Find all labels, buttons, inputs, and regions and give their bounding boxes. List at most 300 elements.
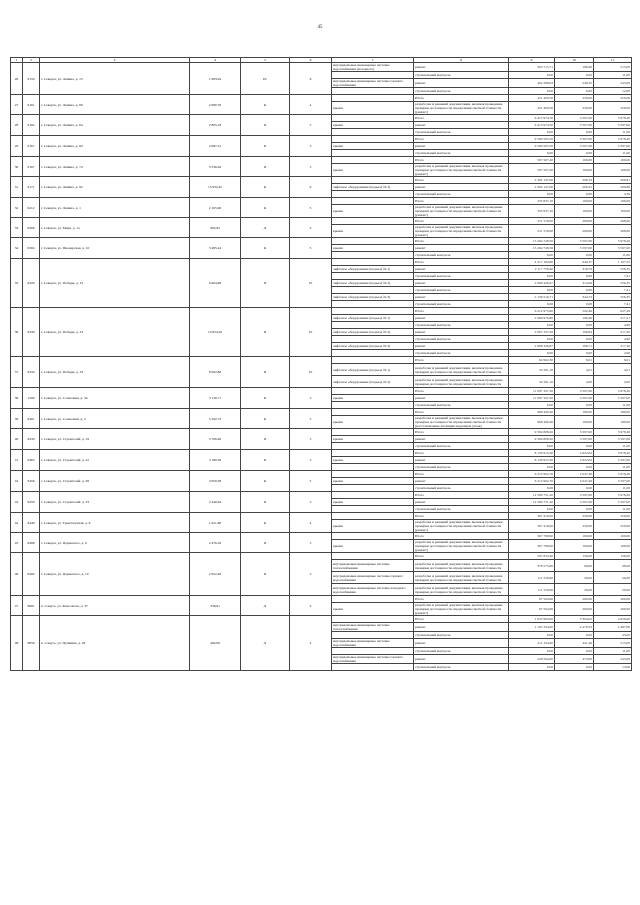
- area-cell: 3 706,40: [190, 429, 241, 450]
- limit-cost-cell: 3 978,20: [594, 450, 632, 457]
- material-cell: К: [241, 513, 290, 533]
- address-cell: г. Северск, ул. Победы, д. 33: [40, 357, 190, 388]
- house-id: 6465: [23, 450, 40, 471]
- unit-cost-cell: 2 622,62: [555, 457, 594, 464]
- unit-cost-cell: 3 597,00: [555, 429, 594, 436]
- work-kind-cell: строительный контроль: [414, 88, 509, 95]
- work-type-cell: внутридомовые инженерные системы горячего водоснабжения: [332, 572, 414, 584]
- material-cell: П: [241, 553, 290, 596]
- limit-cost-cell: 11,00: [594, 506, 632, 513]
- floors-cell: 2: [290, 616, 332, 671]
- work-type-cell: [332, 252, 414, 259]
- limit-cost-cell: 543,00: [594, 655, 632, 664]
- unit-cost-cell: 0,00: [555, 464, 594, 471]
- house-id: 6162: [23, 115, 40, 136]
- unit-cost-cell: 314,06: [555, 280, 594, 287]
- work-type-cell: крыша: [332, 122, 414, 129]
- cost-cell: 32 261,10: [509, 364, 555, 376]
- work-type-cell: [332, 287, 414, 294]
- cost-cell: 32 261,10: [509, 376, 555, 388]
- unit-cost-cell: 0,00: [555, 443, 594, 450]
- cost-cell: 2 362 147,00: [509, 177, 555, 184]
- row-number: 47: [11, 596, 23, 616]
- address-cell: г. Северск, ул. Ленина, д. 15: [40, 63, 190, 95]
- header-cell: 7: [332, 58, 414, 63]
- limit-cost-cell: 7,41: [594, 301, 632, 308]
- area-cell: 1 621,80: [190, 513, 241, 533]
- cost-cell: 12 390 751,20: [509, 499, 555, 506]
- cost-cell: 6,00: [509, 336, 555, 343]
- work-kind-cell: строительный контроль: [414, 322, 509, 329]
- limit-cost-cell: 1 167,55: [594, 259, 632, 266]
- work-kind-cell: ремонт: [414, 329, 509, 336]
- header-cell: 5: [241, 58, 290, 63]
- limit-cost-cell: 217,20: [594, 329, 632, 336]
- row-number: 33: [11, 218, 23, 238]
- material-cell: К: [241, 136, 290, 157]
- header-cell: 11: [594, 58, 632, 63]
- work-type-cell: [332, 471, 414, 478]
- unit-cost-cell: 29,00: [555, 572, 594, 584]
- work-kind-cell: Итого: [414, 95, 509, 102]
- unit-cost-cell: 4,00: [555, 376, 594, 388]
- work-kind-cell: ремонт: [414, 478, 509, 485]
- address-cell: г. Северск, ул. Победы, д. 23: [40, 308, 190, 357]
- unit-cost-cell: 180,00: [555, 416, 594, 429]
- material-cell: Д: [241, 218, 290, 238]
- header-cell: 9: [509, 58, 555, 63]
- header-cell: 8: [414, 58, 509, 63]
- cost-cell: 12 390 751,20: [509, 492, 555, 499]
- work-type-cell: лифтовое оборудование (подъезд № 1): [332, 315, 414, 322]
- cost-cell: 6,00: [509, 252, 555, 259]
- cost-cell: 87 594,60: [509, 603, 555, 616]
- house-id: 6334: [23, 357, 40, 388]
- area-cell: 2 165,90: [190, 198, 241, 218]
- unit-cost-cell: 196,84: [555, 329, 594, 336]
- floors-cell: 5: [290, 471, 332, 492]
- table-row: [11, 95, 632, 102]
- work-kind-cell: Итого: [414, 357, 509, 364]
- unit-cost-cell: 0,00: [555, 336, 594, 343]
- work-type-cell: [332, 157, 414, 164]
- unit-cost-cell: 344,72: [555, 294, 594, 301]
- limit-cost-cell: 3 978,20: [594, 471, 632, 478]
- unit-cost-cell: 4,01: [555, 364, 594, 376]
- house-id: 6488: [23, 533, 40, 553]
- row-number: 41: [11, 450, 23, 471]
- work-kind-cell: ремонт: [414, 294, 509, 301]
- work-type-cell: лифтовое оборудование (подъезд № 1): [332, 364, 414, 376]
- cost-cell: 367 798,90: [509, 533, 555, 540]
- address-cell: г. Северск, ул. Ленина, д. 92: [40, 177, 190, 198]
- work-type-cell: крыша: [332, 603, 414, 616]
- cost-cell: 228 594,00: [509, 655, 555, 664]
- cost-cell: 6,00: [509, 88, 555, 95]
- area-cell: 482,00: [190, 616, 241, 671]
- cost-cell: 451 409,50: [509, 102, 555, 115]
- work-type-cell: крыша: [332, 164, 414, 177]
- area-cell: 3 440,64: [190, 492, 241, 513]
- work-kind-cell: Итого: [414, 553, 509, 560]
- work-kind-cell: ремонт: [414, 280, 509, 287]
- work-kind-cell: Итого: [414, 596, 509, 603]
- work-kind-cell: Итого: [414, 471, 509, 478]
- page-number: 45: [317, 25, 323, 30]
- work-type-cell: внутридомовые инженерные системы горячего водоснабжения: [332, 79, 414, 88]
- work-type-cell: [332, 409, 414, 416]
- table-row: [11, 492, 632, 499]
- work-type-cell: [332, 150, 414, 157]
- area-cell: 8 062,80: [190, 357, 241, 388]
- work-type-cell: крыша: [332, 478, 414, 485]
- limit-cost-cell: 3 597,00: [594, 245, 632, 252]
- cost-cell: 2 067 337,28: [509, 329, 555, 336]
- table-row: [11, 308, 632, 315]
- house-id: 6430: [23, 429, 40, 450]
- material-cell: П: [241, 533, 290, 553]
- limit-cost-cell: 169,00: [594, 164, 632, 177]
- work-kind-cell: разработка и решений документации, включая проведение проверки достоверности определения сметной стоимости (ремонт): [414, 225, 509, 238]
- row-number: 28: [11, 115, 23, 136]
- work-type-cell: крыша: [332, 395, 414, 402]
- cost-cell: 6,00: [509, 129, 555, 136]
- unit-cost-cell: 3 597,00: [555, 499, 594, 506]
- work-type-cell: [332, 115, 414, 122]
- unit-cost-cell: 169,00: [555, 157, 594, 164]
- material-cell: К: [241, 95, 290, 115]
- table-row: [11, 238, 632, 245]
- area-cell: 3 485,44: [190, 238, 241, 259]
- limit-cost-cell: 156,00: [594, 553, 632, 560]
- limit-cost-cell: 29,00: [594, 572, 632, 584]
- unit-cost-cell: 3 394,02: [555, 616, 594, 623]
- work-type-cell: [332, 492, 414, 499]
- address-cell: г. Северск, ул. Царевского, д. 10: [40, 553, 190, 596]
- limit-cost-cell: 268,00: [594, 225, 632, 238]
- cost-cell: 402 288,63: [509, 79, 555, 88]
- row-number: 36: [11, 308, 23, 357]
- address-cell: г. Северск, ул. Ленина, д. 1: [40, 198, 190, 218]
- table-row: [11, 596, 632, 603]
- work-kind-cell: разработка и решений документации, включая проведение проверки достоверности определения сметной стоимости (ремонт): [414, 520, 509, 533]
- work-kind-cell: ремонт: [414, 122, 509, 129]
- limit-cost-cell: 3 978,20: [594, 388, 632, 395]
- limit-cost-cell: 3 597,00: [594, 122, 632, 129]
- table-row: [11, 429, 632, 436]
- area-cell: 895,92: [190, 218, 241, 238]
- work-type-cell: внутридомовые инженерные системы теплоснабжения: [332, 560, 414, 572]
- cost-cell: 367 419,00: [509, 513, 555, 520]
- cost-cell: 6,00: [509, 273, 555, 280]
- limit-cost-cell: 259,00: [594, 513, 632, 520]
- house-id: 1599: [23, 388, 40, 409]
- unit-cost-cell: 196,71: [555, 343, 594, 350]
- work-type-cell: внутридомовые инженерные системы водоснабжения: [332, 639, 414, 648]
- house-id: 6320: [23, 259, 40, 308]
- cost-cell: 367 419,00: [509, 520, 555, 533]
- limit-cost-cell: 259,00: [594, 102, 632, 115]
- material-cell: П: [241, 492, 290, 513]
- unit-cost-cell: 3 597,00: [555, 245, 594, 252]
- work-kind-cell: Итого: [414, 388, 509, 395]
- table-row: [11, 409, 632, 416]
- address-cell: п. Самусь, ул. Комсомола, д. 37: [40, 596, 190, 616]
- work-type-cell: внутридомовые инженерные системы холодного водоснабжения: [332, 584, 414, 596]
- cost-cell: 968 490,40: [509, 409, 555, 416]
- work-type-cell: [332, 513, 414, 520]
- cost-cell: 6,00: [509, 191, 555, 198]
- table-row: [11, 513, 632, 520]
- address-cell: г. Северск, ул. Строителей, д. 22: [40, 450, 190, 471]
- work-kind-cell: Итого: [414, 259, 509, 266]
- limit-cost-cell: 11,00: [594, 443, 632, 450]
- work-type-cell: крыша: [332, 436, 414, 443]
- limit-cost-cell: 43,00: [594, 632, 632, 639]
- cost-cell: 8 130 915,30: [509, 450, 555, 457]
- address-cell: г. Северск, ул. Ленина, д. 84: [40, 136, 190, 157]
- unit-cost-cell: 2 047,49: [555, 478, 594, 485]
- work-type-cell: крыша: [332, 520, 414, 533]
- cost-cell: 6,00: [509, 664, 555, 671]
- material-cell: К: [241, 198, 290, 218]
- cost-cell: 597 567,40: [509, 157, 555, 164]
- work-type-cell: [332, 443, 414, 450]
- limit-cost-cell: 29,00: [594, 584, 632, 596]
- work-kind-cell: ремонт: [414, 457, 509, 464]
- work-kind-cell: разработка и решений документации, включая проведение проверки достоверности определения сметной стоимости (восстановление изоляции чердачных узлов): [414, 416, 509, 429]
- work-kind-cell: ремонт: [414, 184, 509, 191]
- area-cell: 3 180,56: [190, 450, 241, 471]
- work-kind-cell: ремонт: [414, 245, 509, 252]
- unit-cost-cell: 3 597,00: [555, 492, 594, 499]
- cost-cell: 6,00: [509, 485, 555, 492]
- work-type-cell: [332, 464, 414, 471]
- work-type-cell: [332, 533, 414, 540]
- unit-cost-cell: 169,00: [555, 540, 594, 553]
- table-row: [11, 177, 632, 184]
- work-kind-cell: строительный контроль: [414, 336, 509, 343]
- limit-cost-cell: 169,00: [594, 533, 632, 540]
- limit-cost-cell: 3 597,00: [594, 436, 632, 443]
- unit-cost-cell: 8,01: [555, 357, 594, 364]
- work-type-cell: [332, 177, 414, 184]
- work-kind-cell: строительный контроль: [414, 664, 509, 671]
- cost-cell: 1 195 334,00: [509, 623, 555, 632]
- work-type-cell: [332, 136, 414, 143]
- row-number: 42: [11, 471, 23, 492]
- row-number: 32: [11, 198, 23, 218]
- material-cell: К: [241, 238, 290, 259]
- unit-cost-cell: 0,00: [555, 485, 594, 492]
- work-kind-cell: разработка и решений документации, включая проведение проверки достоверности определения сметной стоимости: [414, 584, 509, 596]
- work-type-cell: лифтовое оборудование (подъезд № 3): [332, 184, 414, 191]
- work-kind-cell: ремонт: [414, 63, 509, 72]
- limit-cost-cell: 12,00: [594, 88, 632, 95]
- unit-cost-cell: 0,00: [555, 301, 594, 308]
- limit-cost-cell: 11,00: [594, 129, 632, 136]
- house-id: 6212: [23, 198, 40, 218]
- work-kind-cell: Итого: [414, 450, 509, 457]
- row-number: 34: [11, 238, 23, 259]
- work-type-cell: лифтовое оборудование (подъезд № 2): [332, 329, 414, 336]
- limit-cost-cell: 209,86: [594, 184, 632, 191]
- work-type-cell: [332, 485, 414, 492]
- header-cell: 2: [23, 58, 40, 63]
- cost-cell: 6,00: [509, 150, 555, 157]
- unit-cost-cell: 259,00: [555, 102, 594, 115]
- row-number: 29: [11, 136, 23, 157]
- cost-cell: 9 569 505,50: [509, 136, 555, 143]
- limit-cost-cell: 11,00: [594, 464, 632, 471]
- limit-cost-cell: 4,01: [594, 364, 632, 376]
- limit-cost-cell: 3 597,00: [594, 457, 632, 464]
- unit-cost-cell: 259,00: [555, 520, 594, 533]
- work-kind-cell: ремонт: [414, 436, 509, 443]
- material-cell: П: [241, 259, 290, 308]
- address-cell: г. Северск, ул. Солнечная, д. 34: [40, 388, 190, 409]
- work-type-cell: [332, 616, 414, 623]
- cost-cell: 6 212 902,76: [509, 478, 555, 485]
- cost-cell: 9 569 505,50: [509, 143, 555, 150]
- table-row: [11, 553, 632, 560]
- cost-cell: 6 212 975,60: [509, 308, 555, 315]
- work-type-cell: [332, 129, 414, 136]
- work-type-cell: крыша: [332, 143, 414, 150]
- work-kind-cell: Итого: [414, 115, 509, 122]
- limit-cost-cell: 259,00: [594, 520, 632, 533]
- work-kind-cell: ремонт: [414, 143, 509, 150]
- unit-cost-cell: 260,00: [555, 596, 594, 603]
- area-cell: 1 683,94: [190, 63, 241, 95]
- work-kind-cell: Итого: [414, 429, 509, 436]
- limit-cost-cell: 3 978,20: [594, 429, 632, 436]
- floors-cell: 2: [290, 596, 332, 616]
- work-type-cell: [332, 506, 414, 513]
- work-type-cell: лифтовое оборудование (подъезд № 2): [332, 280, 414, 287]
- unit-cost-cell: 0,00: [555, 150, 594, 157]
- work-kind-cell: строительный контроль: [414, 506, 509, 513]
- work-kind-cell: разработка и решений документации, включая проведение проверки достоверности определения сметной стоимости: [414, 376, 509, 388]
- cost-cell: 6,00: [509, 322, 555, 329]
- material-cell: К: [241, 409, 290, 429]
- work-kind-cell: Итого: [414, 492, 509, 499]
- work-type-cell: крыша: [332, 245, 414, 252]
- work-type-cell: крыша: [332, 225, 414, 238]
- limit-cost-cell: 556,35: [594, 280, 632, 287]
- floors-cell: 2: [290, 218, 332, 238]
- unit-cost-cell: 3 597,00: [555, 388, 594, 395]
- area-cell: 3 536,64: [190, 157, 241, 177]
- cost-cell: 367 798,90: [509, 540, 555, 553]
- work-kind-cell: разработка и решений документации, включая проведение проверки достоверности определения сметной стоимости (ремонт): [414, 540, 509, 553]
- cost-cell: 9 584 808,20: [509, 429, 555, 436]
- work-type-cell: лифтовое оборудование (подъезд № 1): [332, 266, 414, 273]
- cost-cell: 6,00: [509, 443, 555, 450]
- area-cell: 6 664,98: [190, 259, 241, 308]
- unit-cost-cell: 98,00: [555, 560, 594, 572]
- limit-cost-cell: 13,00: [594, 664, 632, 671]
- limit-cost-cell: 169,00: [594, 205, 632, 218]
- table-row: [11, 357, 632, 364]
- table-row: [11, 471, 632, 478]
- unit-cost-cell: 0,00: [555, 664, 594, 671]
- row-number: 30: [11, 157, 23, 177]
- work-kind-cell: строительный контроль: [414, 287, 509, 294]
- floors-cell: 10: [290, 259, 332, 308]
- address-cell: г. Северск, ул. Мира, д. 1а: [40, 218, 190, 238]
- work-kind-cell: строительный контроль: [414, 402, 509, 409]
- cost-cell: 335 837,10: [509, 205, 555, 218]
- work-type-cell: [332, 648, 414, 655]
- address-cell: г. Северск, ул. Солнечная, д. 2: [40, 409, 190, 429]
- address-cell: г. Северск, ул. Строителей, д. 19: [40, 429, 190, 450]
- work-kind-cell: разработка и решений документации, включая проведение проверки достоверности определения сметной стоимости: [414, 364, 509, 376]
- area-cell: 3 050,58: [190, 471, 241, 492]
- work-kind-cell: разработка и решений документации, включая проведение проверки достоверности определения сметной стоимости: [414, 560, 509, 572]
- unit-cost-cell: 0,00: [555, 648, 594, 655]
- work-kind-cell: Итого: [414, 533, 509, 540]
- work-kind-cell: строительный контроль: [414, 648, 509, 655]
- limit-cost-cell: 169,00: [594, 540, 632, 553]
- limit-cost-cell: 11,00: [594, 252, 632, 259]
- table-row: [11, 218, 632, 225]
- cost-cell: 2 362 147,00: [509, 184, 555, 191]
- floors-cell: 5: [290, 409, 332, 429]
- floors-cell: 5: [290, 553, 332, 596]
- work-kind-cell: ремонт: [414, 79, 509, 88]
- limit-cost-cell: 3 597,00: [594, 499, 632, 506]
- row-number: 26: [11, 63, 23, 95]
- floors-cell: 5: [290, 157, 332, 177]
- work-type-cell: крыша: [332, 205, 414, 218]
- work-kind-cell: строительный контроль: [414, 632, 509, 639]
- work-kind-cell: строительный контроль: [414, 252, 509, 259]
- unit-cost-cell: 196,46: [555, 315, 594, 322]
- limit-cost-cell: 8,01: [594, 357, 632, 364]
- area-cell: 2 652,40: [190, 553, 241, 596]
- unit-cost-cell: 473,00: [555, 655, 594, 664]
- limit-cost-cell: 217,21: [594, 315, 632, 322]
- unit-cost-cell: 0,00: [555, 322, 594, 329]
- area-cell: 2 805,18: [190, 115, 241, 136]
- address-cell: г. Северск, ул. Ленина, д. 60: [40, 95, 190, 115]
- unit-cost-cell: 3 597,00: [555, 238, 594, 245]
- house-id: 6171: [23, 177, 40, 198]
- cost-cell: 4 317 184,80: [509, 259, 555, 266]
- capital-repair-table: [10, 57, 632, 671]
- work-type-cell: [332, 336, 414, 343]
- cost-cell: 6 212 902,76: [509, 471, 555, 478]
- floors-cell: 5: [290, 198, 332, 218]
- cost-cell: 6,00: [509, 287, 555, 294]
- unit-cost-cell: 2 479,53: [555, 623, 594, 632]
- unit-cost-cell: 3 597,00: [555, 436, 594, 443]
- cost-cell: 451 409,50: [509, 95, 555, 102]
- limit-cost-cell: 268,00: [594, 218, 632, 225]
- material-cell: П: [241, 157, 290, 177]
- cost-cell: 6 413 974,50: [509, 115, 555, 122]
- house-id: 6456: [23, 471, 40, 492]
- house-id: 6167: [23, 136, 40, 157]
- work-kind-cell: строительный контроль: [414, 129, 509, 136]
- limit-cost-cell: 98,00: [594, 560, 632, 572]
- work-type-cell: [332, 388, 414, 395]
- cost-cell: 6,00: [509, 402, 555, 409]
- cost-cell: 335 837,10: [509, 198, 555, 205]
- limit-cost-cell: 4 050,00: [594, 616, 632, 623]
- material-cell: К: [241, 450, 290, 471]
